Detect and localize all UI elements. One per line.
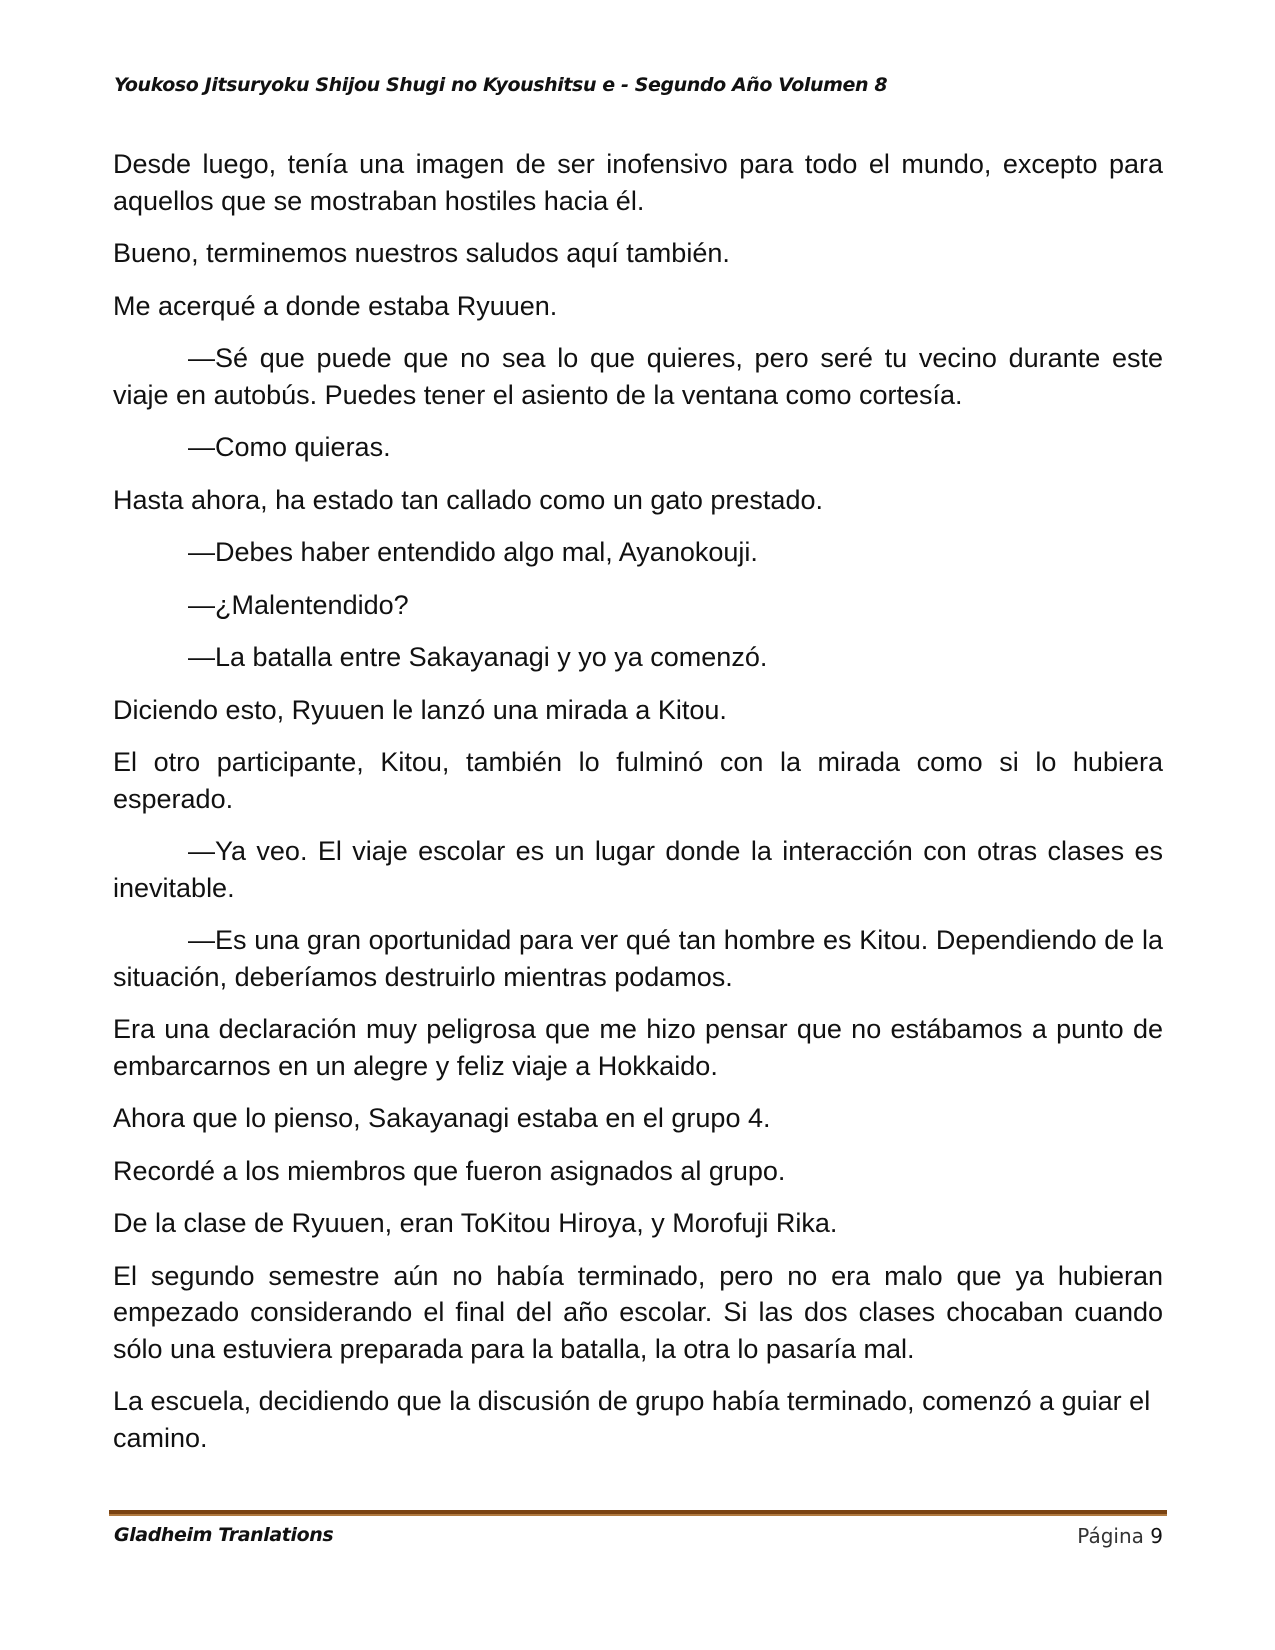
paragraph: De la clase de Ryuuen, eran ToKitou Hiroya, y Morofuji Rika. [113,1208,838,1238]
paragraph: El otro participante, Kitou, también lo fulminó con la mirada como si lo hubiera esperado. [113,747,1163,814]
paragraph: Me acerqué a donde estaba Ryuuen. [113,290,558,321]
dialog-paragraph: —Es una gran oportunidad para ver qué tan hombre es Kitou. Dependiendo de la situación, deberíamos destruirlo mientras podamos. [113,925,1163,992]
dialog-paragraph: —¿Malentendido? [188,589,409,620]
page-number: 9 [1150,1524,1163,1548]
dialog-paragraph: —La batalla entre Sakayanagi y yo ya comenzó. [188,642,768,672]
footer-credit: Gladheim Tranlations [114,1524,334,1546]
paragraph: Diciendo esto, Ryuuen le lanzó una mirada a Kitou. [113,694,727,725]
dialog-paragraph: —Ya veo. El viaje escolar es un lugar donde la interacción con otras clases es inevitable. [113,836,1163,903]
paragraph: Desde luego, tenía una imagen de ser inofensivo para todo el mundo, excepto para aquellos que se mostraban hostiles hacia él. [113,149,1163,216]
paragraph: Ahora que lo pienso, Sakayanagi estaba en el grupo 4. [113,1103,771,1133]
paragraph: Bueno, terminemos nuestros saludos aquí también. [113,238,730,268]
paragraph: El segundo semestre aún no había terminado, pero no era malo que ya hubieran empezado considerando el final del año escolar. Si las dos clases chocaban cuando sólo una estuviera preparada para la batalla, la otra lo pasaría mal. [113,1260,1163,1364]
dialog-paragraph: —Sé que puede que no sea lo que quieres, pero seré tu vecino durante este viaje en autobús. Puedes tener el asiento de la ventana como cortesía. [113,343,1163,410]
footer-divider [109,1510,1167,1516]
paragraph: La escuela, decidiendo que la discusión de grupo había terminado, comenzó a guiar el camino. [113,1386,1151,1453]
paragraph: Recordé a los miembros que fueron asignados al grupo. [113,1155,786,1186]
page-number-block [1077,1524,1163,1548]
header-title: Youkoso Jitsuryoku Shijou Shugi no Kyoushitsu e - Segundo Año Volumen 8 [114,74,888,96]
dialog-paragraph: —Como quieras. [188,432,391,462]
dialog-paragraph: —Debes haber entendido algo mal, Ayanokouji. [188,537,758,567]
paragraph: Hasta ahora, ha estado tan callado como un gato prestado. [113,484,823,515]
paragraph: Era una declaración muy peligrosa que me hizo pensar que no estábamos a punto de embarcarnos en un alegre y feliz viaje a Hokkaido. [113,1014,1163,1081]
page-label: Página [1077,1524,1144,1548]
body-text [113,146,1163,1472]
